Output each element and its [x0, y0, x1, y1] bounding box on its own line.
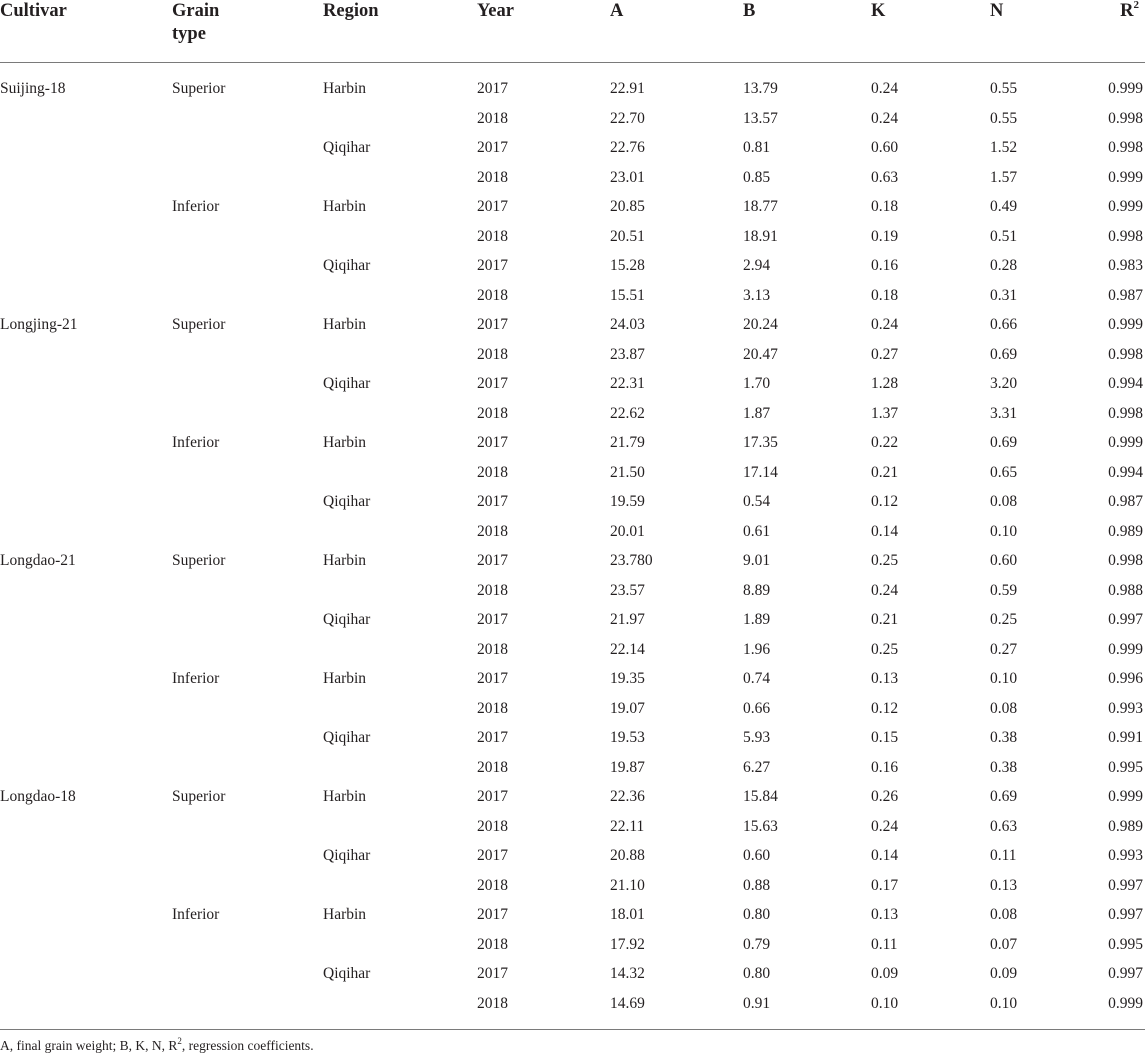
n-value-cell: 0.60: [990, 552, 1018, 569]
cultivar-cell: Longjing-21: [0, 316, 78, 333]
n-value-cell: 0.13: [990, 876, 1018, 894]
r2-value-cell: 0.987: [1108, 493, 1143, 510]
a-value-cell: 22.70: [610, 109, 645, 127]
n-value-cell: 0.07: [990, 935, 1018, 953]
a-value-cell: 14.69: [610, 994, 645, 1012]
footnote-sup: 2: [177, 1035, 182, 1046]
k-value-cell: 0.63: [871, 168, 899, 186]
r2-value-cell: 0.989: [1108, 522, 1143, 540]
year-cell: 2018: [477, 286, 508, 304]
n-value-cell: 0.51: [990, 227, 1018, 245]
region-cell: Qiqihar: [323, 965, 371, 982]
grain-type-cell: Superior: [172, 316, 226, 333]
b-value-cell: 17.35: [743, 434, 778, 451]
table-row: [0, 251, 1145, 281]
a-value-cell: 14.32: [610, 965, 645, 982]
table-row: [0, 517, 1145, 547]
b-value-cell: 5.93: [743, 729, 771, 746]
a-value-cell: 22.36: [610, 788, 645, 805]
region-cell: Harbin: [323, 670, 367, 687]
a-value-cell: 22.11: [610, 817, 645, 835]
year-cell: 2017: [477, 257, 508, 274]
k-value-cell: 0.26: [871, 788, 899, 805]
k-value-cell: 0.60: [871, 139, 899, 156]
year-cell: 2017: [477, 670, 508, 687]
table-row: [0, 753, 1145, 783]
a-value-cell: 21.79: [610, 434, 645, 451]
table-row: [0, 281, 1145, 311]
k-value-cell: 0.14: [871, 522, 899, 540]
grain-type-cell: Inferior: [172, 198, 220, 215]
table-row: [0, 133, 1145, 163]
region-cell: Qiqihar: [323, 611, 371, 628]
k-value-cell: 1.37: [871, 404, 899, 422]
k-value-cell: 0.24: [871, 581, 899, 599]
grain-type-cell: Inferior: [172, 906, 220, 923]
year-cell: 2018: [477, 699, 508, 717]
table-row: [0, 546, 1145, 576]
year-cell: 2017: [477, 611, 508, 628]
b-value-cell: 17.14: [743, 463, 778, 481]
n-value-cell: 0.59: [990, 581, 1018, 599]
r2-value-cell: 0.998: [1108, 552, 1143, 569]
n-value-cell: 0.63: [990, 817, 1018, 835]
k-value-cell: 0.24: [871, 109, 899, 127]
b-value-cell: 0.80: [743, 965, 771, 982]
a-value-cell: 18.01: [610, 906, 645, 923]
b-value-cell: 13.79: [743, 80, 778, 97]
b-value-cell: 20.47: [743, 345, 778, 363]
a-value-cell: 22.76: [610, 139, 645, 156]
k-value-cell: 0.16: [871, 758, 899, 776]
cultivar-cell: Longdao-18: [0, 788, 76, 805]
a-value-cell: 20.88: [610, 847, 645, 864]
n-value-cell: 0.31: [990, 286, 1018, 304]
r2-value-cell: 0.999: [1108, 994, 1143, 1012]
n-value-cell: 0.65: [990, 463, 1018, 481]
k-value-cell: 0.15: [871, 729, 899, 746]
n-value-cell: 0.25: [990, 611, 1018, 628]
k-value-cell: 0.21: [871, 611, 899, 628]
year-cell: 2018: [477, 758, 508, 776]
n-value-cell: 0.55: [990, 109, 1018, 127]
year-cell: 2017: [477, 316, 508, 333]
r2-value-cell: 0.995: [1108, 758, 1143, 776]
header-r2-sup: 2: [1133, 0, 1139, 11]
b-value-cell: 0.85: [743, 168, 771, 186]
a-value-cell: 19.53: [610, 729, 645, 746]
year-cell: 2017: [477, 80, 508, 97]
n-value-cell: 0.10: [990, 522, 1018, 540]
k-value-cell: 0.25: [871, 640, 899, 658]
table-row: [0, 222, 1145, 252]
b-value-cell: 2.94: [743, 257, 771, 274]
b-value-cell: 0.54: [743, 493, 771, 510]
r2-value-cell: 0.993: [1108, 699, 1143, 717]
k-value-cell: 0.13: [871, 670, 899, 687]
r2-value-cell: 0.998: [1108, 404, 1143, 422]
region-cell: Harbin: [323, 198, 367, 215]
table-row: [0, 369, 1145, 399]
k-value-cell: 0.21: [871, 463, 899, 481]
table-row: [0, 605, 1145, 635]
table-row: [0, 959, 1145, 989]
region-cell: Harbin: [323, 906, 367, 923]
n-value-cell: 0.08: [990, 906, 1018, 923]
r2-value-cell: 0.994: [1108, 463, 1143, 481]
year-cell: 2018: [477, 522, 508, 540]
table-row: [0, 723, 1145, 753]
r2-value-cell: 0.999: [1108, 640, 1143, 658]
year-cell: 2018: [477, 345, 508, 363]
footnote-part1: A, final grain weight; B, K, N, R: [0, 1038, 178, 1053]
region-cell: Harbin: [323, 552, 367, 569]
r2-value-cell: 0.995: [1108, 935, 1143, 953]
n-value-cell: 0.49: [990, 198, 1018, 215]
a-value-cell: 22.14: [610, 640, 645, 658]
a-value-cell: 21.97: [610, 611, 645, 628]
k-value-cell: 0.11: [871, 935, 898, 953]
year-cell: 2017: [477, 375, 508, 392]
grain-type-cell: Superior: [172, 80, 226, 97]
r2-value-cell: 0.999: [1108, 198, 1143, 215]
header-grain-type: [172, 0, 219, 46]
table-row: [0, 399, 1145, 429]
b-value-cell: 9.01: [743, 552, 771, 569]
r2-value-cell: 0.997: [1108, 965, 1143, 982]
a-value-cell: 23.87: [610, 345, 645, 363]
grain-type-cell: Inferior: [172, 670, 220, 687]
r2-value-cell: 0.997: [1108, 876, 1143, 894]
a-value-cell: 15.28: [610, 257, 645, 274]
a-value-cell: 20.85: [610, 198, 645, 215]
b-value-cell: 0.91: [743, 994, 771, 1012]
k-value-cell: 0.24: [871, 80, 899, 97]
n-value-cell: 0.28: [990, 257, 1018, 274]
a-value-cell: 21.50: [610, 463, 645, 481]
k-value-cell: 0.18: [871, 198, 899, 215]
n-value-cell: 0.27: [990, 640, 1018, 658]
n-value-cell: 3.20: [990, 375, 1018, 392]
n-value-cell: 0.55: [990, 80, 1018, 97]
region-cell: Qiqihar: [323, 139, 371, 156]
header-b: B: [743, 1, 756, 21]
n-value-cell: 0.09: [990, 965, 1018, 982]
b-value-cell: 15.63: [743, 817, 778, 835]
table-row: [0, 163, 1145, 193]
n-value-cell: 3.31: [990, 404, 1018, 422]
n-value-cell: 0.38: [990, 729, 1018, 746]
region-cell: Qiqihar: [323, 847, 371, 864]
table-row: [0, 930, 1145, 960]
r2-value-cell: 0.998: [1108, 139, 1143, 156]
b-value-cell: 15.84: [743, 788, 778, 805]
b-value-cell: 1.96: [743, 640, 771, 658]
year-cell: 2018: [477, 168, 508, 186]
year-cell: 2017: [477, 552, 508, 569]
region-cell: Harbin: [323, 788, 367, 805]
k-value-cell: 0.27: [871, 345, 899, 363]
table-row: [0, 782, 1145, 812]
table-row: [0, 458, 1145, 488]
r2-value-cell: 0.988: [1108, 581, 1143, 599]
k-value-cell: 0.12: [871, 699, 899, 717]
a-value-cell: 23.780: [610, 552, 653, 569]
r2-value-cell: 0.998: [1108, 109, 1143, 127]
table-row: [0, 664, 1145, 694]
k-value-cell: 0.24: [871, 817, 899, 835]
year-cell: 2017: [477, 493, 508, 510]
header-k: K: [871, 1, 886, 21]
table-row: [0, 871, 1145, 901]
k-value-cell: 0.09: [871, 965, 899, 982]
cultivar-cell: Longdao-21: [0, 552, 76, 569]
header-a: A: [610, 1, 624, 21]
year-cell: 2017: [477, 788, 508, 805]
n-value-cell: 0.08: [990, 699, 1018, 717]
a-value-cell: 20.01: [610, 522, 645, 540]
table-row: [0, 104, 1145, 134]
n-value-cell: 0.10: [990, 994, 1018, 1012]
region-cell: Harbin: [323, 316, 367, 333]
r2-value-cell: 0.991: [1108, 729, 1143, 746]
k-value-cell: 0.13: [871, 906, 899, 923]
header-r2-base: R: [1120, 1, 1134, 21]
r2-value-cell: 0.989: [1108, 817, 1143, 835]
header-cultivar: Cultivar: [0, 1, 67, 21]
b-value-cell: 18.77: [743, 198, 778, 215]
k-value-cell: 0.22: [871, 434, 899, 451]
grain-type-cell: Superior: [172, 552, 226, 569]
header-r2: [1120, 0, 1139, 23]
k-value-cell: 0.17: [871, 876, 899, 894]
table-row: [0, 487, 1145, 517]
b-value-cell: 0.81: [743, 139, 771, 156]
n-value-cell: 0.10: [990, 670, 1018, 687]
region-cell: Harbin: [323, 80, 367, 97]
b-value-cell: 0.61: [743, 522, 771, 540]
region-cell: Qiqihar: [323, 257, 371, 274]
b-value-cell: 18.91: [743, 227, 778, 245]
a-value-cell: 15.51: [610, 286, 645, 304]
b-value-cell: 0.80: [743, 906, 771, 923]
b-value-cell: 1.70: [743, 375, 771, 392]
k-value-cell: 0.16: [871, 257, 899, 274]
k-value-cell: 0.18: [871, 286, 899, 304]
year-cell: 2018: [477, 876, 508, 894]
table-row: [0, 812, 1145, 842]
year-cell: 2017: [477, 906, 508, 923]
a-value-cell: 19.59: [610, 493, 645, 510]
k-value-cell: 1.28: [871, 375, 899, 392]
table-bottom-rule: [0, 1029, 1145, 1030]
table-row: [0, 310, 1145, 340]
r2-value-cell: 0.997: [1108, 611, 1143, 628]
a-value-cell: 22.91: [610, 80, 645, 97]
year-cell: 2017: [477, 139, 508, 156]
n-value-cell: 0.69: [990, 345, 1018, 363]
r2-value-cell: 0.999: [1108, 168, 1143, 186]
k-value-cell: 0.12: [871, 493, 899, 510]
year-cell: 2018: [477, 109, 508, 127]
a-value-cell: 23.57: [610, 581, 645, 599]
table-row: [0, 576, 1145, 606]
footnote-part2: , regression coefficients.: [181, 1038, 314, 1053]
k-value-cell: 0.19: [871, 227, 899, 245]
table-row: [0, 900, 1145, 930]
table-row: [0, 841, 1145, 871]
a-value-cell: 17.92: [610, 935, 645, 953]
b-value-cell: 0.88: [743, 876, 771, 894]
a-value-cell: 22.62: [610, 404, 645, 422]
a-value-cell: 19.35: [610, 670, 645, 687]
n-value-cell: 0.69: [990, 434, 1018, 451]
r2-value-cell: 0.983: [1108, 257, 1143, 274]
region-cell: Harbin: [323, 434, 367, 451]
a-value-cell: 24.03: [610, 316, 645, 333]
grain-type-cell: Inferior: [172, 434, 220, 451]
year-cell: 2017: [477, 434, 508, 451]
a-value-cell: 19.07: [610, 699, 645, 717]
r2-value-cell: 0.994: [1108, 375, 1143, 392]
year-cell: 2017: [477, 729, 508, 746]
region-cell: Qiqihar: [323, 493, 371, 510]
a-value-cell: 21.10: [610, 876, 645, 894]
year-cell: 2017: [477, 198, 508, 215]
a-value-cell: 19.87: [610, 758, 645, 776]
header-year: Year: [477, 1, 514, 21]
table-row: [0, 428, 1145, 458]
region-cell: Qiqihar: [323, 729, 371, 746]
r2-value-cell: 0.999: [1108, 316, 1143, 333]
r2-value-cell: 0.996: [1108, 670, 1143, 687]
b-value-cell: 0.60: [743, 847, 771, 864]
header-n: N: [990, 1, 1004, 21]
year-cell: 2018: [477, 640, 508, 658]
b-value-cell: 3.13: [743, 286, 771, 304]
r2-value-cell: 0.998: [1108, 227, 1143, 245]
year-cell: 2018: [477, 581, 508, 599]
a-value-cell: 22.31: [610, 375, 645, 392]
n-value-cell: 0.66: [990, 316, 1018, 333]
b-value-cell: 1.87: [743, 404, 771, 422]
table-footnote: [0, 1037, 314, 1054]
k-value-cell: 0.14: [871, 847, 899, 864]
table-row: [0, 74, 1145, 104]
year-cell: 2018: [477, 227, 508, 245]
n-value-cell: 0.08: [990, 493, 1018, 510]
b-value-cell: 20.24: [743, 316, 778, 333]
header-grain-line1: Grain: [172, 1, 220, 21]
b-value-cell: 1.89: [743, 611, 771, 628]
year-cell: 2018: [477, 817, 508, 835]
year-cell: 2017: [477, 847, 508, 864]
n-value-cell: 0.38: [990, 758, 1018, 776]
b-value-cell: 0.66: [743, 699, 771, 717]
header-region: Region: [323, 1, 379, 21]
n-value-cell: 0.11: [990, 847, 1017, 864]
n-value-cell: 0.69: [990, 788, 1018, 805]
b-value-cell: 0.79: [743, 935, 771, 953]
b-value-cell: 6.27: [743, 758, 771, 776]
table-header: [0, 0, 1145, 63]
k-value-cell: 0.24: [871, 316, 899, 333]
table-row: [0, 340, 1145, 370]
b-value-cell: 13.57: [743, 109, 778, 127]
a-value-cell: 20.51: [610, 227, 645, 245]
table-body: [0, 74, 1145, 1018]
r2-value-cell: 0.993: [1108, 847, 1143, 864]
table-row: [0, 989, 1145, 1019]
r2-value-cell: 0.998: [1108, 345, 1143, 363]
r2-value-cell: 0.987: [1108, 286, 1143, 304]
cultivar-cell: Suijing-18: [0, 80, 66, 97]
k-value-cell: 0.10: [871, 994, 899, 1012]
header-grain-line2: type: [172, 24, 206, 44]
grain-type-cell: Superior: [172, 788, 226, 805]
year-cell: 2018: [477, 935, 508, 953]
a-value-cell: 23.01: [610, 168, 645, 186]
table-row: [0, 635, 1145, 665]
b-value-cell: 8.89: [743, 581, 771, 599]
r2-value-cell: 0.997: [1108, 906, 1143, 923]
table-row: [0, 694, 1145, 724]
r2-value-cell: 0.999: [1108, 788, 1143, 805]
r2-value-cell: 0.999: [1108, 80, 1143, 97]
n-value-cell: 1.57: [990, 168, 1018, 186]
region-cell: Qiqihar: [323, 375, 371, 392]
k-value-cell: 0.25: [871, 552, 899, 569]
year-cell: 2017: [477, 965, 508, 982]
table-row: [0, 192, 1145, 222]
year-cell: 2018: [477, 463, 508, 481]
year-cell: 2018: [477, 404, 508, 422]
year-cell: 2018: [477, 994, 508, 1012]
n-value-cell: 1.52: [990, 139, 1018, 156]
b-value-cell: 0.74: [743, 670, 771, 687]
r2-value-cell: 0.999: [1108, 434, 1143, 451]
